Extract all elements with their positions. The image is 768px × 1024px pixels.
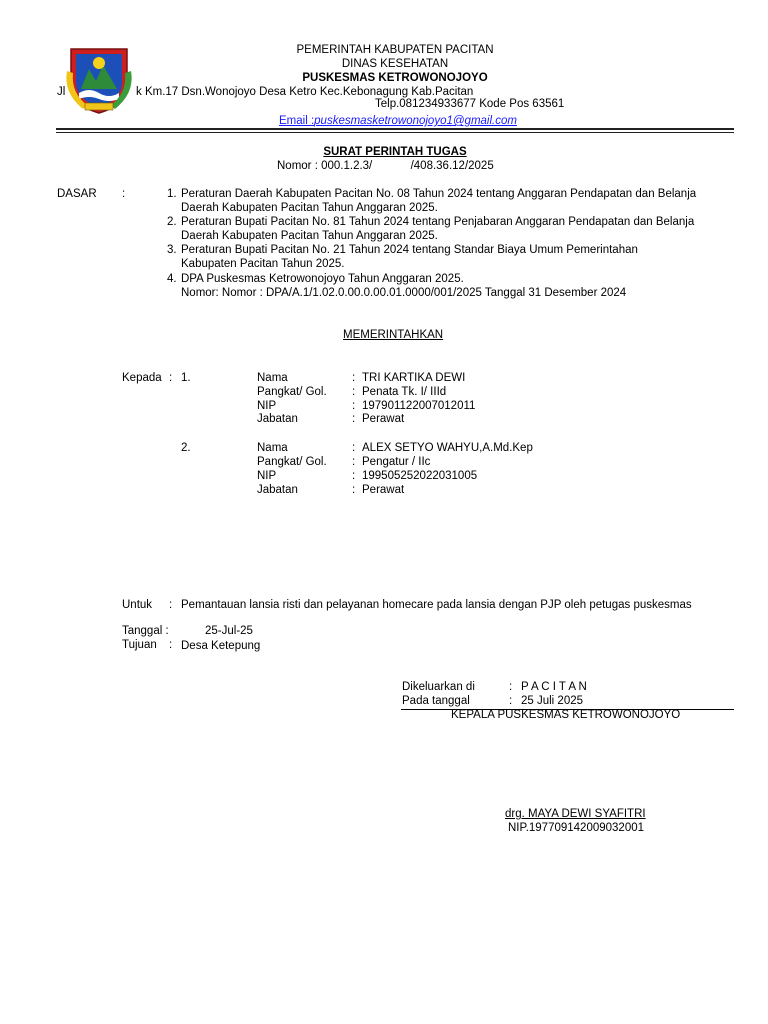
dasar-colon: :	[122, 188, 126, 200]
person-2-name-label: Nama	[257, 442, 288, 454]
letterhead-department: DINAS KESEHATAN	[341, 58, 449, 70]
person-1-rank-colon: :	[352, 386, 356, 398]
person-2-position-label: Jabatan	[257, 484, 298, 496]
destination-value: Desa Ketepung	[181, 640, 261, 652]
destination-colon: :	[169, 639, 173, 651]
issued-place-label: Dikeluarkan di	[402, 681, 475, 693]
document-title: SURAT PERINTAH TUGAS	[323, 146, 467, 158]
purpose-value: Pemantauan lansia risti dan pelayanan homecare pada lansia dengan PJP oleh petugas puskesmas	[181, 599, 692, 611]
dasar-item-3-line1: Peraturan Bupati Pacitan No. 21 Tahun 2024 tentang Standar Biaya Umum Pemerintahan	[181, 244, 638, 256]
person-1-position-value: Perawat	[362, 413, 405, 425]
destination-label: Tujuan	[122, 639, 157, 651]
email-link[interactable]: puskesmasketrowonojoyo1@gmail.com	[314, 115, 517, 127]
kepada-colon: :	[169, 372, 173, 384]
person-1-rank-value: Penata Tk. I/ IIId	[362, 386, 447, 398]
kepada-label: Kepada	[122, 372, 162, 384]
person-1-rank-label: Pangkat/ Gol.	[257, 386, 327, 398]
purpose-colon: :	[169, 599, 173, 611]
dasar-item-2-line2: Daerah Kabupaten Pacitan Tahun Anggaran 2025.	[181, 230, 438, 242]
person-2-nip-label: NIP	[257, 470, 277, 482]
dasar-item-3-num: 3.	[167, 244, 177, 256]
person-1-nip-label: NIP	[257, 400, 277, 412]
dasar-item-2-num: 2.	[167, 216, 177, 228]
dasar-item-1-line1: Peraturan Daerah Kabupaten Pacitan No. 08 Tahun 2024 tentang Anggaran Pendapatan dan Belanja	[181, 188, 697, 200]
letterhead-email-row	[279, 115, 517, 127]
dasar-item-1-line2: Daerah Kabupaten Pacitan Tahun Anggaran 2025.	[181, 202, 438, 214]
person-2-nip-value: 199505252022031005	[362, 470, 478, 482]
person-2-rank-value: Pengatur / IIc	[362, 456, 431, 468]
dasar-item-1-num: 1.	[167, 188, 177, 200]
person-1-nip-colon: :	[352, 400, 356, 412]
letterhead-institution: PUSKESMAS KETROWONOJOYO	[302, 72, 488, 84]
document-number: Nomor : 000.1.2.3/ /408.36.12/2025	[277, 160, 494, 172]
person-2-nip-colon: :	[352, 470, 356, 482]
person-1-nip-value: 197901122007012011	[362, 400, 476, 412]
person-2-name-value: ALEX SETYO WAHYU,A.Md.Kep	[362, 442, 533, 454]
dasar-item-4-num: 4.	[167, 273, 177, 285]
issued-date-colon: :	[509, 695, 513, 707]
person-2-rank-label: Pangkat/ Gol.	[257, 456, 327, 468]
issued-place-colon: :	[509, 681, 513, 693]
letterhead-phone: Telp.081234933677 Kode Pos 63561	[375, 98, 565, 110]
dasar-item-2-line1: Peraturan Bupati Pacitan No. 81 Tahun 2024 tentang Penjabaran Anggaran Pendapatan dan Belanja	[181, 216, 695, 228]
person-2-position-colon: :	[352, 484, 356, 496]
address-prefix: Jl	[57, 86, 66, 98]
dasar-item-4-line2: Nomor: Nomor : DPA/A.1/1.02.0.00.0.00.01.0000/001/2025 Tanggal 31 Desember 2024	[181, 287, 627, 299]
person-1-name-value: TRI KARTIKA DEWI	[362, 372, 466, 384]
person-2-rank-colon: :	[352, 456, 356, 468]
person-1-name-label: Nama	[257, 372, 288, 384]
issued-place-value: P A C I T A N	[521, 681, 587, 693]
letterhead-divider-thin	[56, 132, 734, 133]
person-1-position-colon: :	[352, 413, 356, 425]
date-label: Tanggal :	[122, 625, 169, 637]
coat-of-arms-logo	[63, 43, 135, 115]
dasar-item-3-line2: Kabupaten Pacitan Tahun 2025.	[181, 258, 345, 270]
person-2-name-colon: :	[352, 442, 356, 454]
person-1-number: 1.	[181, 372, 191, 384]
dasar-item-4-line1: DPA Puskesmas Ketrowonojoyo Tahun Anggaran 2025.	[181, 273, 464, 285]
letterhead-address: k Km.17 Dsn.Wonojoyo Desa Ketro Kec.Kebonagung Kab.Pacitan	[136, 86, 474, 98]
person-1-name-colon: :	[352, 372, 356, 384]
person-1-position-label: Jabatan	[257, 413, 298, 425]
issued-date-label: Pada tanggal	[402, 695, 470, 707]
dasar-label: DASAR	[57, 188, 97, 200]
order-heading: MEMERINTAHKAN	[343, 329, 444, 341]
person-2-number: 2.	[181, 442, 191, 454]
person-2-position-value: Perawat	[362, 484, 405, 496]
issued-date-value: 25 Juli 2025	[521, 695, 584, 707]
signer-position: KEPALA PUSKESMAS KETROWONOJOYO	[451, 709, 681, 721]
signer-name: drg. MAYA DEWI SYAFITRI	[505, 808, 646, 820]
letterhead-government: PEMERINTAH KABUPATEN PACITAN	[296, 44, 494, 56]
date-value: 25-Jul-25	[205, 625, 253, 637]
email-label: Email :	[279, 115, 315, 127]
signer-nip: NIP.197709142009032001	[508, 822, 645, 834]
letterhead-divider-thick	[56, 128, 734, 130]
purpose-label: Untuk	[122, 599, 153, 611]
